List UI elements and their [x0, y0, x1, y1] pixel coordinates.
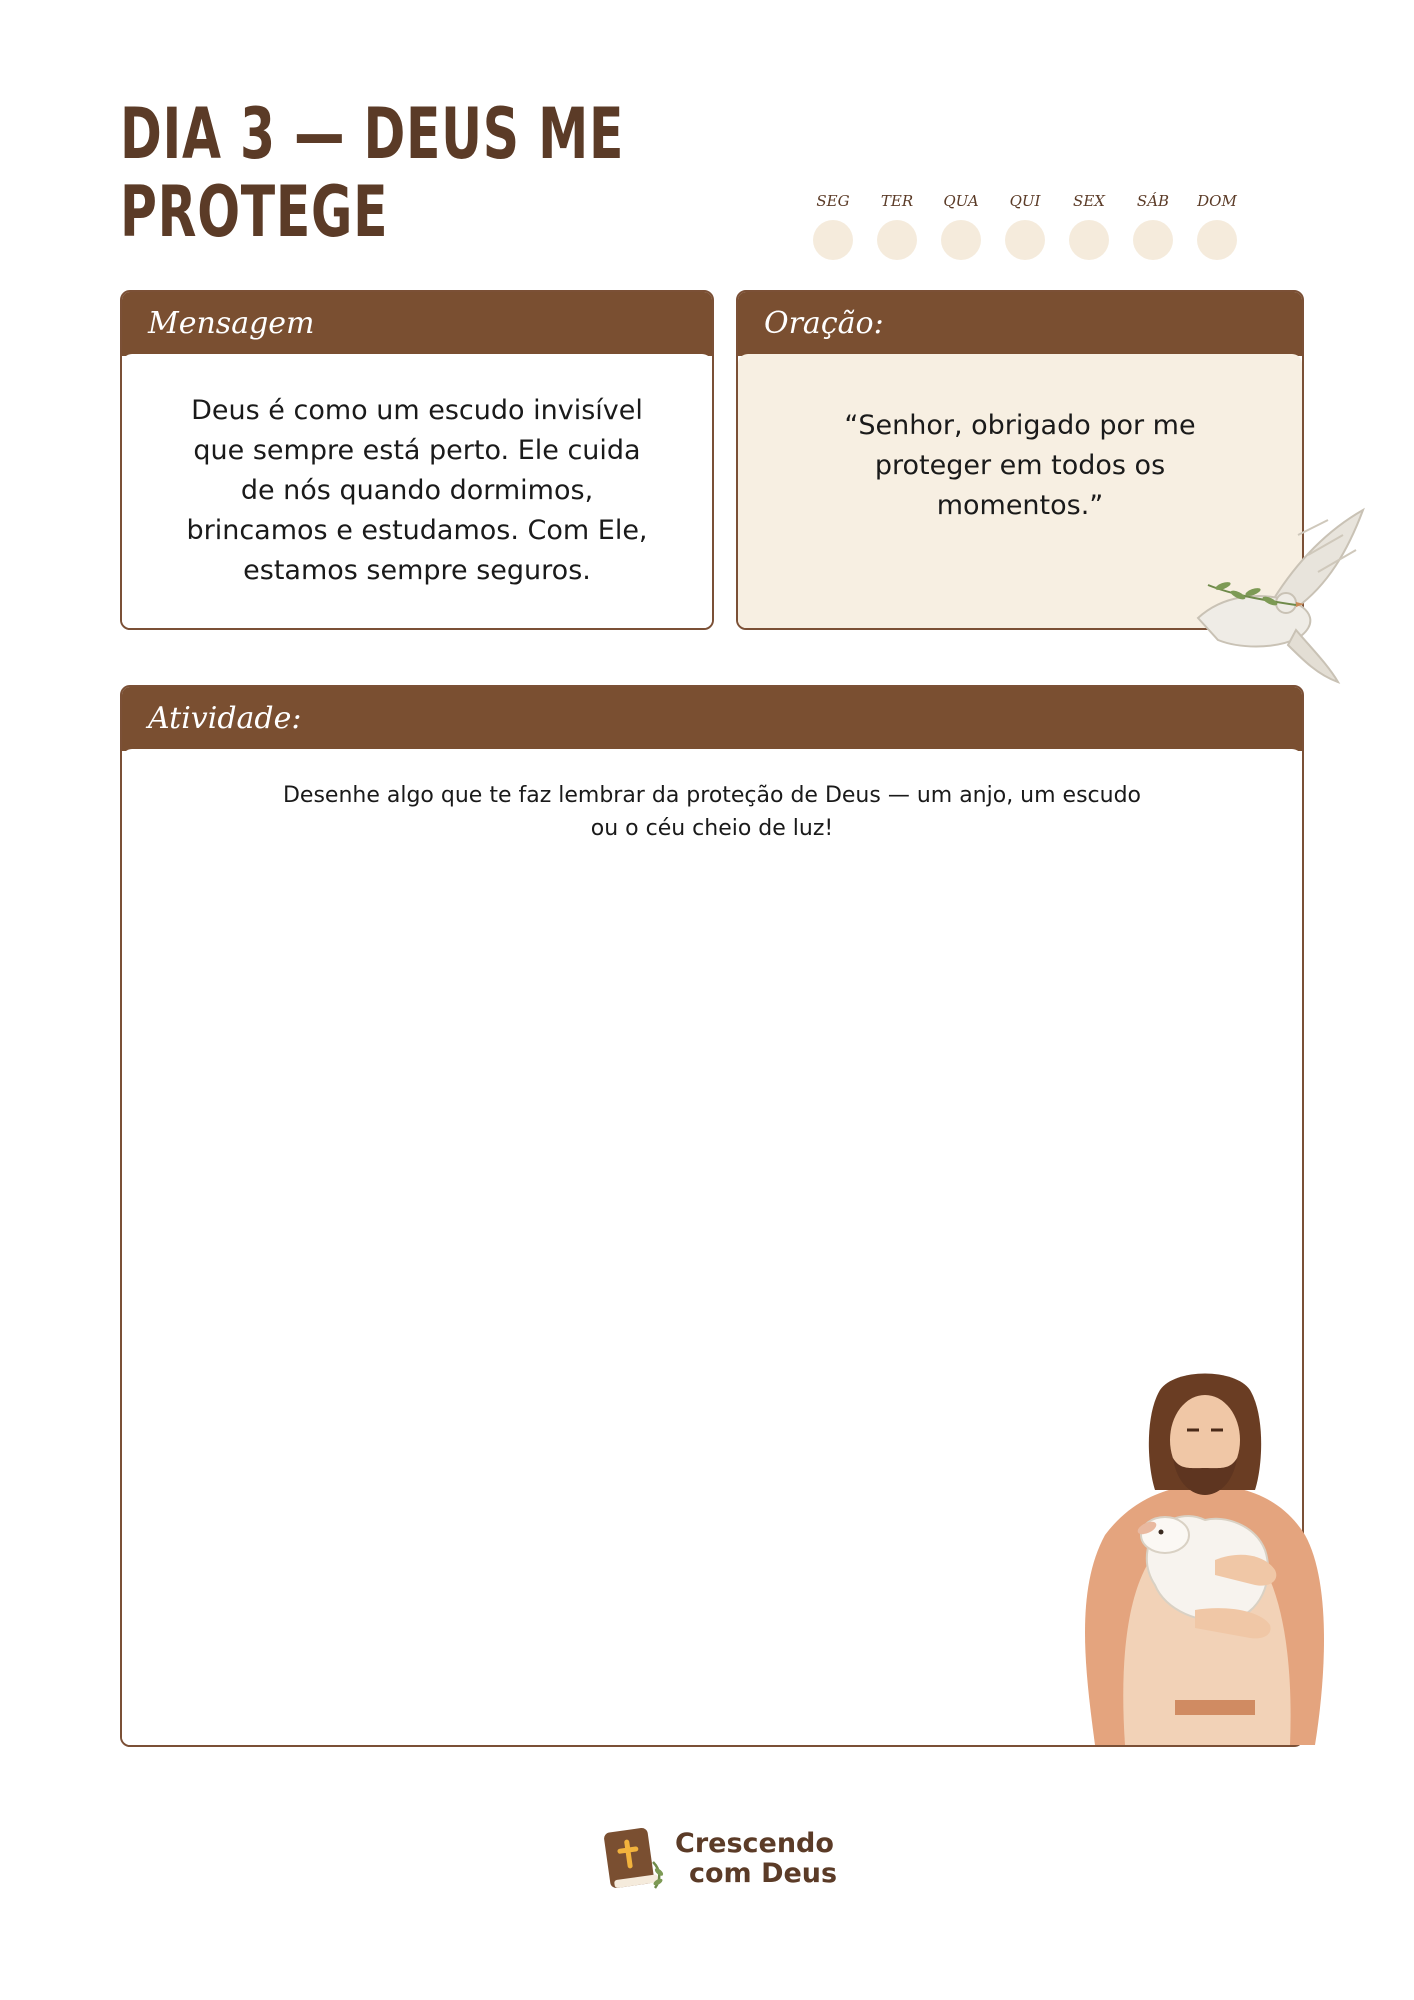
day-checkbox[interactable] — [1005, 220, 1045, 260]
brand-name-line1: Crescendo — [675, 1828, 834, 1859]
bible-icon — [595, 1822, 669, 1896]
message-body — [122, 354, 712, 628]
activity-heading: Atividade: — [122, 687, 1302, 751]
day-sex — [1068, 190, 1110, 260]
day-qui — [1004, 190, 1046, 260]
day-checkbox[interactable] — [813, 220, 853, 260]
message-text: Deus é como um escudo invisível que sempre está perto. Ele cuida de nós quando dormimos, brincamos e estudamos. Com Ele, estamos sempre seguros. — [186, 395, 648, 586]
prayer-heading: Oração: — [738, 292, 1302, 356]
day-sab — [1132, 190, 1174, 260]
day-label: DOM — [1197, 192, 1237, 210]
weekday-tracker — [812, 190, 1238, 260]
message-card — [120, 290, 714, 630]
brand-name — [675, 1829, 837, 1889]
day-dom — [1196, 190, 1238, 260]
brand-logo — [595, 1822, 837, 1896]
day-checkbox[interactable] — [877, 220, 917, 260]
day-qua — [940, 190, 982, 260]
day-label: SÁB — [1136, 192, 1170, 210]
day-label: SEG — [816, 192, 850, 210]
day-label: TER — [880, 192, 914, 210]
day-checkbox[interactable] — [941, 220, 981, 260]
page-title — [120, 95, 624, 251]
prayer-text: “Senhor, obrigado por me proteger em todos os momentos.” — [844, 410, 1196, 521]
activity-text: Desenhe algo que te faz lembrar da proteção de Deus — um anjo, um escudo ou o céu cheio de luz! — [282, 783, 1142, 841]
message-heading: Mensagem — [122, 292, 712, 356]
day-checkbox[interactable] — [1069, 220, 1109, 260]
day-label: SEX — [1073, 192, 1105, 210]
jesus-with-lamb-illustration — [1065, 1370, 1345, 1745]
page-title-line1: DIA 3 — DEUS ME — [120, 93, 625, 175]
day-checkbox[interactable] — [1133, 220, 1173, 260]
day-label: QUA — [943, 192, 979, 210]
day-checkbox[interactable] — [1197, 220, 1237, 260]
day-ter — [876, 190, 918, 260]
page-title-line2: PROTEGE — [120, 171, 389, 253]
day-label: QUI — [1009, 192, 1041, 210]
dove-illustration — [1178, 500, 1368, 685]
brand-name-line2: com Deus — [689, 1858, 838, 1889]
day-seg — [812, 190, 854, 260]
